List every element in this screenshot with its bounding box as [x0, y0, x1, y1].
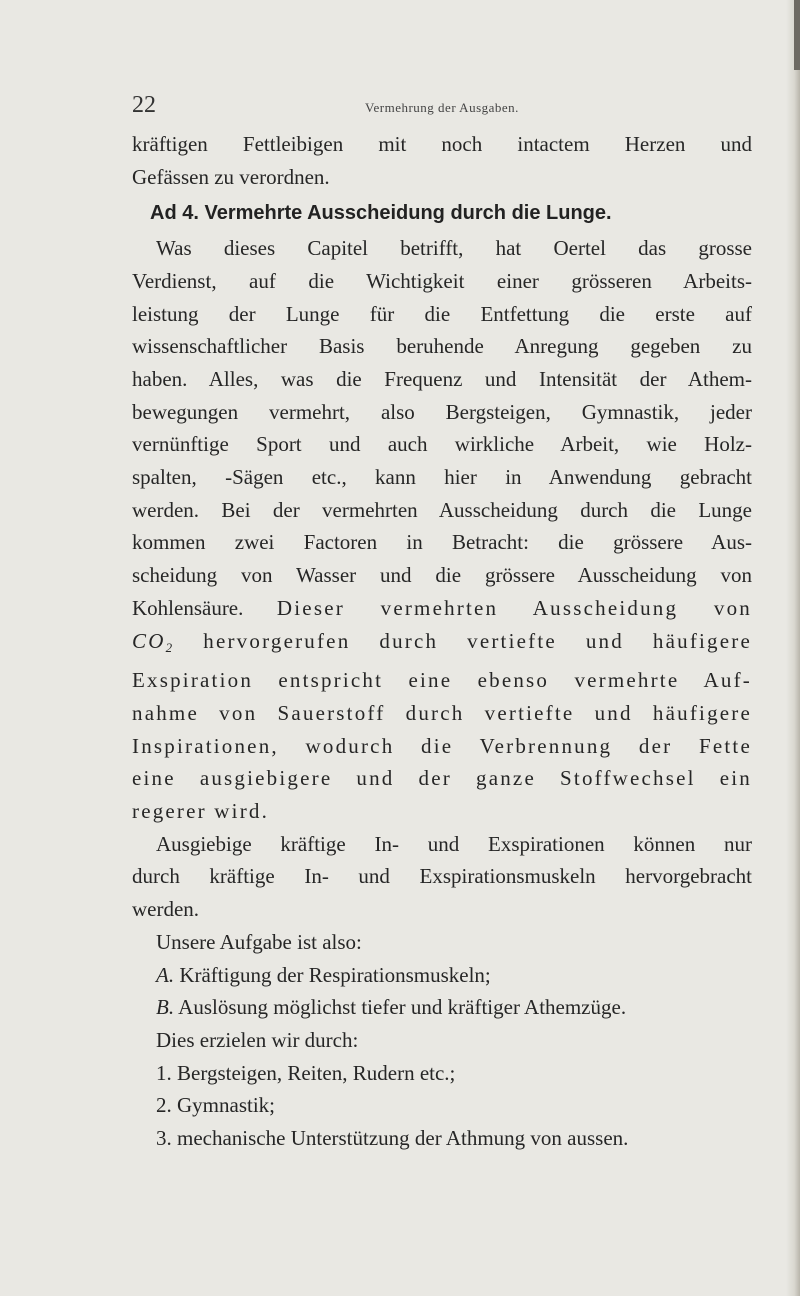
formula-subscript: 2	[165, 639, 175, 655]
body-line-with-spaced-text	[132, 592, 752, 625]
means-intro: Dies erzielen wir durch:	[156, 1027, 359, 1052]
body-line: haben. Alles, was die Frequenz und Intensität der Athem-	[132, 366, 752, 391]
task-intro: Unsere Aufgabe ist also:	[156, 929, 362, 954]
body-line: werden. Bei der vermehrten Ausscheidung durch die Lunge	[132, 497, 752, 522]
body-line: Gefässen zu verordnen.	[132, 164, 330, 189]
task-text: Kräftigung der Respirationsmuskeln;	[179, 962, 491, 987]
body-line: Verdienst, auf die Wichtigkeit einer grösseren Arbeits-	[132, 268, 752, 293]
spaced-line: Exspiration entspricht eine ebenso vermehrte Auf-	[132, 668, 752, 693]
spaced-text: Dieser vermehrten Ausscheidung von	[276, 595, 752, 620]
running-title: Vermehrung der Ausgaben.	[365, 100, 519, 115]
section-heading: Ad 4. Vermehrte Ausscheidung durch die Lunge.	[150, 202, 612, 225]
body-line: scheidung von Wasser und die grössere Ausscheidung von	[132, 563, 752, 588]
spaced-line: eine ausgiebigere und der ganze Stoffwechsel ein	[132, 766, 752, 791]
spaced-line: regerer wird.	[132, 799, 270, 824]
body-line: kommen zwei Factoren in Betracht: die grössere Aus-	[132, 530, 752, 555]
means-item: 1. Bergsteigen, Reiten, Rudern etc.;	[156, 1060, 456, 1085]
page-corner-shadow	[794, 0, 800, 70]
spaced-line: Inspirationen, wodurch die Verbrennung der Fette	[132, 733, 752, 758]
means-item: 2. Gymnastik;	[156, 1093, 275, 1118]
page-header	[132, 92, 752, 122]
task-item	[132, 991, 752, 1024]
spaced-text: hervorgerufen durch vertiefte und häufigere	[203, 628, 752, 653]
body-line: werden.	[132, 897, 200, 922]
formula-base: CO	[132, 628, 166, 653]
body-text: Kohlensäure.	[132, 595, 244, 620]
spaced-line: nahme von Sauerstoff durch vertiefte und häufigere	[132, 700, 752, 725]
task-label: A.	[156, 962, 175, 987]
page-number: 22	[132, 92, 156, 118]
formula-co2	[132, 629, 174, 653]
body-line: Was dieses Capitel betrifft, hat Oertel das grosse	[156, 236, 752, 261]
task-item	[132, 959, 752, 992]
body-line: wissenschaftlicher Basis beruhende Anregung gegeben zu	[132, 334, 752, 359]
body-line: spalten, -Sägen etc., kann hier in Anwendung gebracht	[132, 465, 752, 490]
means-item: 3. mechanische Unterstützung der Athmung von aussen.	[156, 1126, 629, 1151]
body-line: kräftigen Fettleibigen mit noch intactem Herzen und	[132, 132, 752, 156]
formula-line	[132, 625, 752, 665]
body-line: Ausgiebige kräftige In- und Exspirationen können nur	[156, 831, 752, 856]
body-line: bewegungen vermehrt, also Bergsteigen, Gymnastik, jeder	[132, 399, 752, 424]
body-line: vernünftige Sport und auch wirkliche Arbeit, wie Holz-	[132, 432, 752, 457]
task-text: Auslösung möglichst tiefer und kräftiger Athemzüge.	[178, 995, 627, 1020]
body-line: leistung der Lunge für die Entfettung die erste auf	[132, 301, 752, 326]
page-body	[132, 128, 752, 1155]
page-edge-shadow	[786, 0, 800, 1296]
task-label: B.	[156, 995, 175, 1020]
body-line: durch kräftige In- und Exspirationsmuskeln hervorgebracht	[132, 864, 752, 889]
